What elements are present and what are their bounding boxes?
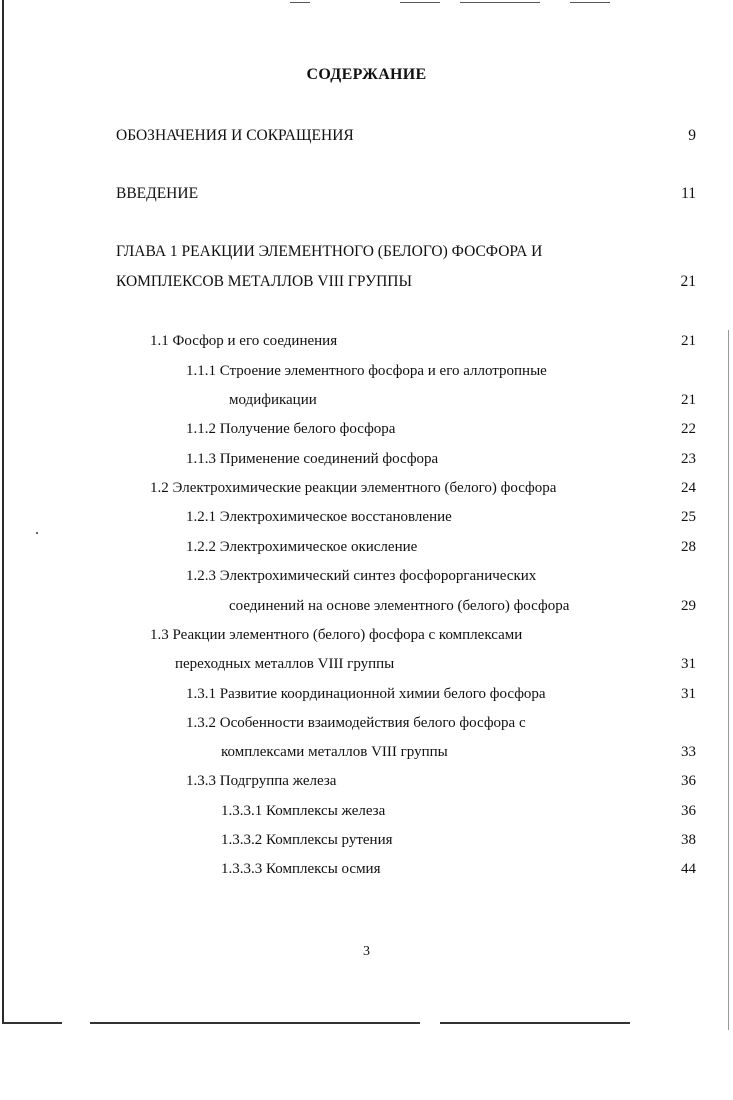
toc-entry-text: 1.2 Электрохимические реакции элементного (белого) фосфора xyxy=(150,480,557,496)
toc-entry-1-2 xyxy=(0,477,733,499)
toc-entry-text: 1.1.3 Применение соединений фосфора xyxy=(186,451,439,467)
toc-entry-text: переходных металлов VIII группы xyxy=(175,656,395,672)
toc-entry-1-3-3-2 xyxy=(0,829,733,851)
toc-entry-text: КОМПЛЕКСОВ МЕТАЛЛОВ VIII ГРУППЫ xyxy=(116,273,412,290)
toc-entry-text: ОБОЗНАЧЕНИЯ И СОКРАЩЕНИЯ xyxy=(116,127,354,144)
toc-entry-text: ВВЕДЕНИЕ xyxy=(116,185,199,202)
toc-page-number: 33 xyxy=(681,744,696,760)
toc-page-number: 23 xyxy=(681,451,696,467)
toc-entry-text: 1.3.3.3 Комплексы осмия xyxy=(221,861,381,877)
toc-entry-1-1-2 xyxy=(0,418,733,440)
scan-mark-bottom xyxy=(440,1022,630,1024)
toc-entry-text: 1.1.1 Строение элементного фосфора и его аллотропные xyxy=(186,363,547,379)
toc-page-number: 21 xyxy=(681,392,696,408)
scan-mark-top xyxy=(290,2,310,3)
toc-entry-text: 1.3 Реакции элементного (белого) фосфора с комплексами xyxy=(150,627,523,643)
toc-entry-1-1-1 xyxy=(0,360,733,382)
toc-entry-text: 1.3.3.1 Комплексы железа xyxy=(221,803,386,819)
toc-entry-text: 1.2.2 Электрохимическое окисление xyxy=(186,539,418,555)
scan-speck xyxy=(36,532,38,534)
toc-entry-chapter1 xyxy=(0,241,733,263)
toc-entry-text: 1.1 Фосфор и его соединения xyxy=(150,333,338,349)
toc-entry-1-2-3 xyxy=(0,565,733,587)
toc-entry-text: 1.3.2 Особенности взаимодействия белого фосфора с xyxy=(186,715,526,731)
toc-entry-text: 1.3.3 Подгруппа железа xyxy=(186,773,337,789)
toc-entry-1-3-2 xyxy=(0,712,733,734)
scan-mark-bottom xyxy=(2,1022,62,1024)
toc-entry-1-3-1 xyxy=(0,683,733,705)
toc-entry-text: соединений на основе элементного (белого) фосфора xyxy=(229,598,570,614)
toc-entry-text: 1.2.1 Электрохимическое восстановление xyxy=(186,509,452,525)
toc-entry-text: 1.1.2 Получение белого фосфора xyxy=(186,421,396,437)
toc-entry-text: 1.2.3 Электрохимический синтез фосфорорганических xyxy=(186,568,537,584)
toc-entry-text: 1.3.1 Развитие координационной химии белого фосфора xyxy=(186,686,546,702)
toc-entry-1-1-1-cont xyxy=(0,389,733,411)
scan-mark-bottom xyxy=(90,1022,420,1024)
toc-page-number: 22 xyxy=(681,421,696,437)
page-number: 3 xyxy=(363,944,370,959)
toc-page-number: 9 xyxy=(688,127,696,144)
toc-entry-text: 1.3.3.2 Комплексы рутения xyxy=(221,832,393,848)
toc-page-number: 29 xyxy=(681,598,696,614)
toc-page-number: 38 xyxy=(681,832,696,848)
toc-entry-1-3-3-1 xyxy=(0,800,733,822)
toc-entry-text: ГЛАВА 1 РЕАКЦИИ ЭЛЕМЕНТНОГО (БЕЛОГО) ФОСФОРА И xyxy=(116,243,543,260)
scan-mark-top xyxy=(460,2,540,3)
toc-page-number: 31 xyxy=(681,656,696,672)
toc-page-number: 31 xyxy=(681,686,696,702)
toc-entry-text: модификации xyxy=(229,392,317,408)
toc-entry-abbreviations xyxy=(0,125,733,147)
toc-page-number: 21 xyxy=(680,273,696,290)
toc-entry-1-1-3 xyxy=(0,448,733,470)
toc-entry-1-1 xyxy=(0,330,733,352)
toc-entry-1-2-3-cont xyxy=(0,595,733,617)
toc-page-number: 11 xyxy=(681,185,696,202)
toc-entry-introduction xyxy=(0,183,733,205)
toc-entry-1-2-2 xyxy=(0,536,733,558)
toc-page-number: 21 xyxy=(681,333,696,349)
toc-page-number: 44 xyxy=(681,861,696,877)
toc-entry-1-3 xyxy=(0,624,733,646)
toc-page-number: 36 xyxy=(681,773,696,789)
toc-entry-text: комплексами металлов VIII группы xyxy=(221,744,448,760)
scan-mark-top xyxy=(570,2,610,3)
toc-entry-1-2-1 xyxy=(0,506,733,528)
toc-page-number: 24 xyxy=(681,480,696,496)
toc-entry-1-3-2-cont xyxy=(0,741,733,763)
toc-entry-chapter1-cont xyxy=(0,271,733,293)
scan-mark-top xyxy=(400,2,440,3)
toc-entry-1-3-cont xyxy=(0,653,733,675)
toc-entry-1-3-3 xyxy=(0,770,733,792)
toc-page-number: 28 xyxy=(681,539,696,555)
toc-entry-1-3-3-3 xyxy=(0,858,733,880)
page-title: СОДЕРЖАНИЕ xyxy=(306,66,427,83)
toc-page-number: 36 xyxy=(681,803,696,819)
toc-page-number: 25 xyxy=(681,509,696,525)
